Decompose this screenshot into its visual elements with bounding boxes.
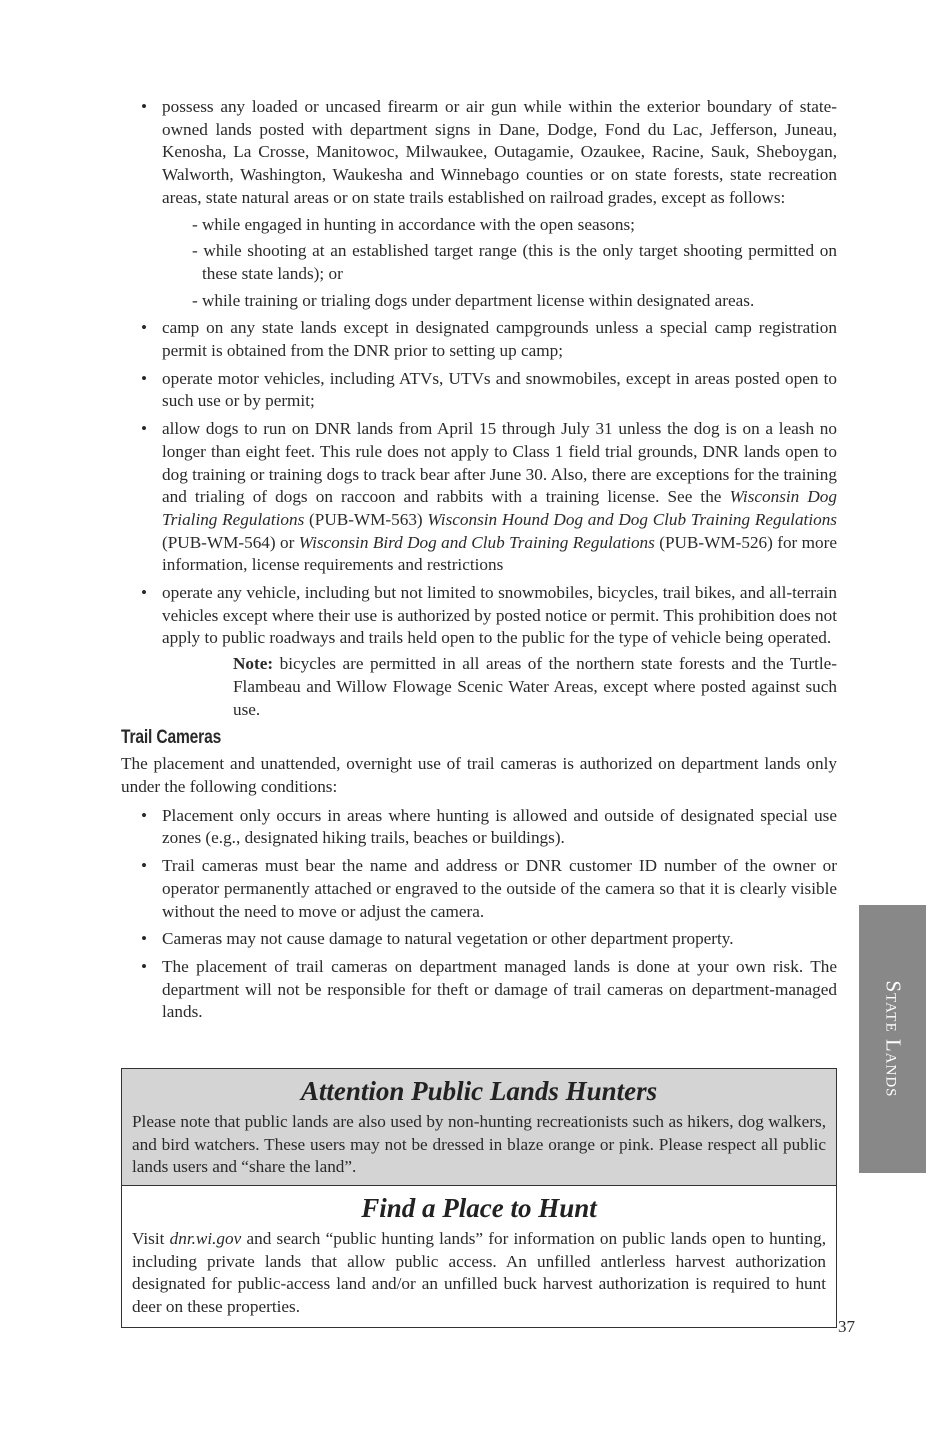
trail-cameras-intro: The placement and unattended, overnight use of trail cameras is authorized on department lands only under the following conditions: <box>121 754 837 796</box>
exception-item: - while engaged in hunting in accordance with the open seasons; <box>192 214 635 234</box>
page-number: 37 <box>838 1317 855 1336</box>
list-item: • camp on any state lands except in designated campgrounds unless a special camp registration permit is obtained from the DNR prior to setting up camp; <box>121 317 837 362</box>
list-item <box>121 418 837 577</box>
item-text: allow dogs to run on DNR lands from April 15 through July 31 unless the dog is on a leash no longer than eight feet. This rule does not apply to Class 1 field trial grounds, DNR lands open to dog training or training dogs to track bear after June 30. Also, there are exceptions for the training and trialing of dogs on raccoon and rabbits with a training license. See the <box>162 419 837 507</box>
section-tab-label: State Lands <box>880 980 905 1098</box>
body-text: Visit <box>132 1229 170 1248</box>
item-text: possess any loaded or uncased firearm or air gun while within the exterior boundary of state-owned lands posted with department signs in Dane, Dodge, Fond du Lac, Jefferson, Juneau, Kenosha, La Crosse, Manitowoc, Milwaukee, Outagamie, Ozaukee, Racine, Sauk, Sheboygan, Walworth, Washington, Waukesha and Winnebago counties or on state forests, state recreation areas, state natural areas or on state trails established on railroad grades, except as follows: <box>162 97 837 207</box>
list-item: • Trail cameras must bear the name and address or DNR customer ID number of the owner or operator permanently attached or engraved to the outside of the camera so that it is clearly visible without the need to move or adjust the camera. <box>121 855 837 923</box>
attention-title: Attention Public Lands Hunters <box>300 1076 658 1106</box>
find-place-body <box>132 1228 826 1319</box>
list-item <box>121 96 837 312</box>
attention-box <box>121 1068 837 1186</box>
find-place-title: Find a Place to Hunt <box>361 1193 597 1223</box>
list-item: • Cameras may not cause damage to natural vegetation or other department property. <box>121 928 837 951</box>
list-item: • operate motor vehicles, including ATVs, UTVs and snowmobiles, except in areas posted open to such use or by permit; <box>121 368 837 413</box>
find-place-box <box>121 1185 837 1328</box>
website-link[interactable]: dnr.wi.gov <box>169 1229 242 1248</box>
note-text: bicycles are permitted in all areas of the northern state forests and the Turtle-Flambeau and Willow Flowage Scenic Water Areas, except where posted against such use. <box>233 654 837 719</box>
restrictions-list <box>121 96 837 721</box>
item-text: (PUB-WM-563) <box>304 509 428 529</box>
trail-cameras-heading: Trail Cameras <box>121 727 222 749</box>
exception-item: - while training or trialing dogs under department license within designated areas. <box>192 290 755 310</box>
main-column <box>121 96 837 1029</box>
body-text: and search “public hunting lands” for information on public lands open to hunting, including private lands that allow public access. An unfilled antlerless harvest authorization designated for public-access land and/or an unfilled buck harvest authorization is required to hunt deer on these properties. <box>132 1229 826 1317</box>
attention-body: Please note that public lands are also used by non-hunting recreationists such as hikers, dog walkers, and bird watchers. These users may not be dressed in blaze orange or pink. Please respect all public lands users and “share the land”. <box>132 1112 826 1177</box>
section-tab <box>859 905 926 1173</box>
publication-title: Wisconsin Hound Dog and Dog Club Training Regulations <box>427 509 837 529</box>
publication-title: Wisconsin Bird Dog and Club Training Regulations <box>298 532 655 552</box>
item-text: (PUB-WM-526) for more information, license requirements and restrictions <box>162 532 837 575</box>
exception-item: - while shooting at an established target range (this is the only target shooting permitted on these state lands); or <box>192 241 837 283</box>
note <box>233 653 837 721</box>
trail-cameras-list <box>121 805 837 1024</box>
item-text: (PUB-WM-564) or <box>162 532 299 552</box>
list-item <box>121 582 837 721</box>
list-item: • Placement only occurs in areas where hunting is allowed and outside of designated special use zones (e.g., designated hiking trails, beaches or buildings). <box>121 805 837 850</box>
note-label: Note: <box>233 654 274 674</box>
list-item: • The placement of trail cameras on department managed lands is done at your own risk. The department will not be responsible for theft or damage of trail cameras on department-managed lands. <box>121 956 837 1024</box>
item-text: operate any vehicle, including but not limited to snowmobiles, bicycles, trail bikes, and all-terrain vehicles except where their use is authorized by posted notice or permit. This prohibition does not apply to public roadways and trails held open to the public for the type of vehicle being operated. <box>162 583 837 648</box>
publication-title: Wisconsin Dog Trialing Regulations <box>162 487 837 529</box>
